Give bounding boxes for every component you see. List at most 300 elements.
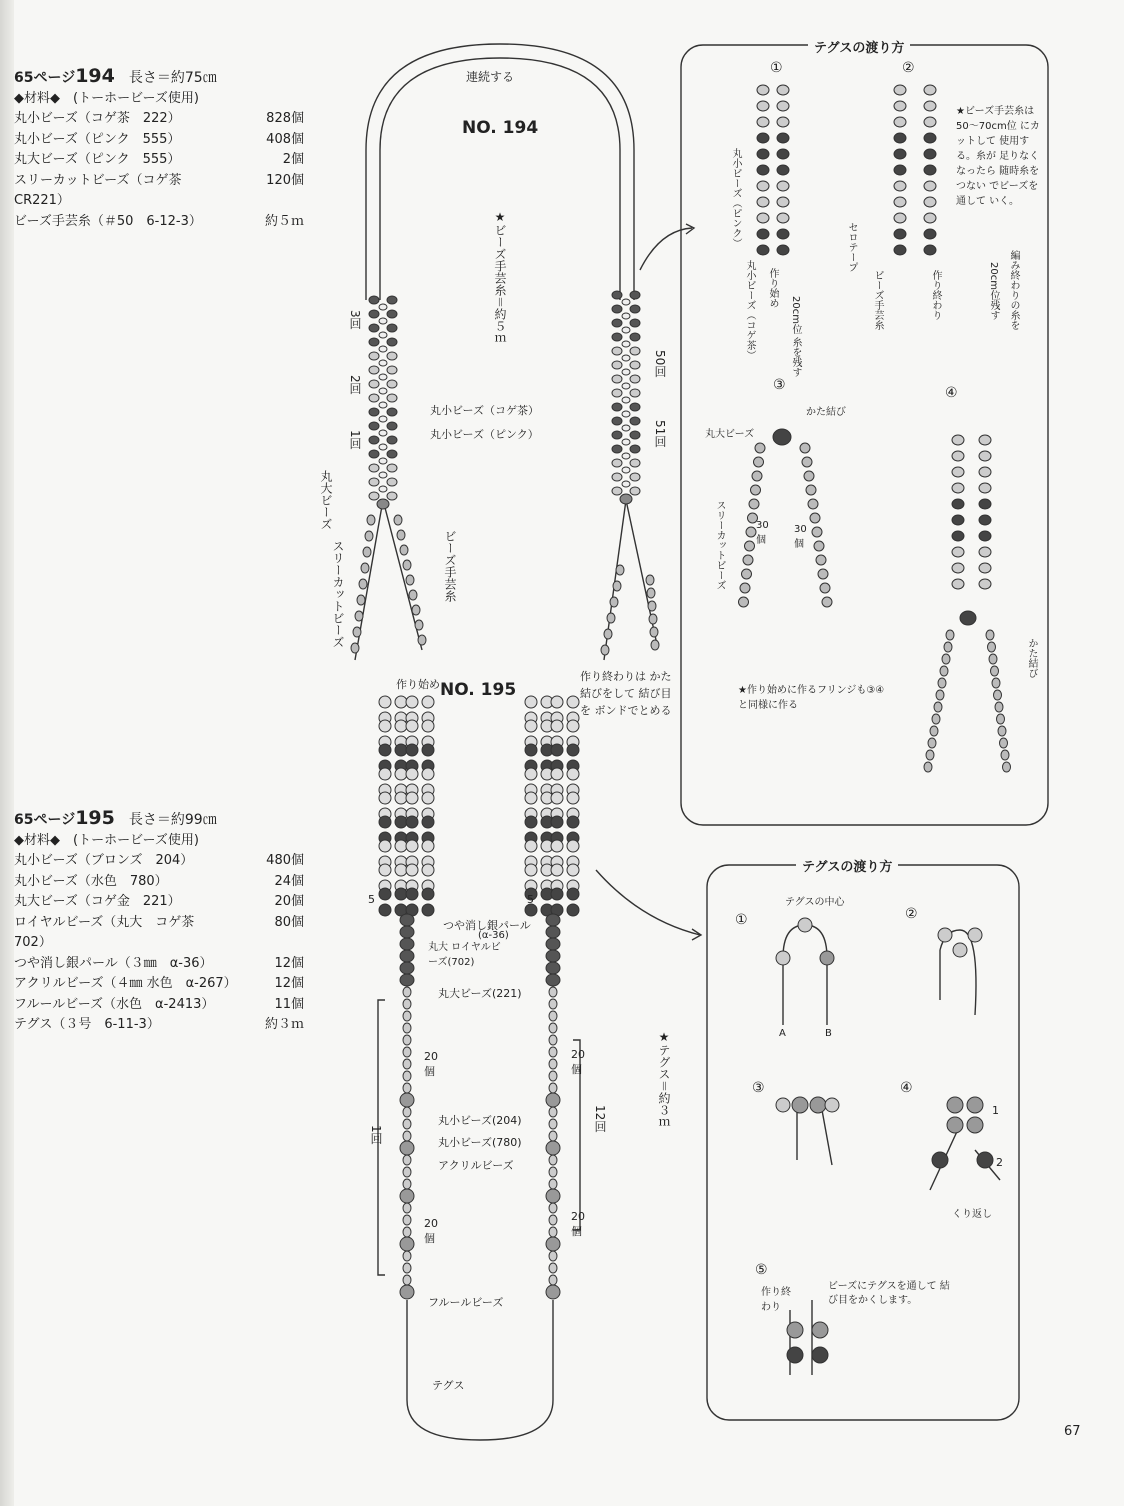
bead (630, 445, 640, 453)
bead (940, 666, 948, 676)
bead (387, 492, 397, 500)
bead (622, 439, 630, 445)
clover-bead (551, 864, 563, 876)
strand-bead (549, 1107, 557, 1117)
bead (894, 117, 906, 127)
large-bead (620, 494, 632, 504)
bead (379, 416, 387, 422)
strand-bead (549, 1131, 557, 1141)
bead (777, 245, 789, 255)
bead (612, 403, 622, 411)
label-204: 丸小ビーズ(204) (438, 1114, 522, 1127)
strand-bead (546, 974, 560, 986)
bead (757, 245, 769, 255)
threecut-bead (751, 485, 761, 495)
clover-bead (525, 864, 537, 876)
clover-bead (379, 888, 391, 900)
threecut-bead (406, 575, 414, 585)
clover-bead (567, 696, 579, 708)
label-pearl: つや消し銀パール (443, 919, 531, 932)
bead (825, 1098, 839, 1112)
bead (612, 473, 622, 481)
strand-bead (403, 1131, 411, 1141)
strand-bead (546, 962, 560, 974)
bead (379, 486, 387, 492)
bead (612, 445, 622, 453)
bead (622, 341, 630, 347)
bead (992, 678, 1000, 688)
strand-bead (403, 1011, 411, 1021)
label-acryl: アクリルビーズ (438, 1159, 514, 1172)
bead (369, 422, 379, 430)
bead (379, 430, 387, 436)
bead (924, 213, 936, 223)
bead (612, 375, 622, 383)
strand-bead (403, 1203, 411, 1213)
bead (979, 563, 991, 573)
threecut-bead (822, 597, 832, 607)
bead (979, 515, 991, 525)
bead (924, 197, 936, 207)
bead (952, 451, 964, 461)
bead (932, 1152, 948, 1168)
bead (932, 714, 940, 724)
clover-bead (551, 720, 563, 732)
bead (630, 361, 640, 369)
bead (934, 702, 942, 712)
threecut-bead (816, 555, 826, 565)
title-no-194: NO. 194 (462, 118, 539, 138)
strand-bead (400, 926, 414, 938)
bead (952, 435, 964, 445)
accent-bead (546, 1237, 560, 1251)
materials-label: ◆材料◆ (トーホービーズ使用) (14, 832, 199, 848)
clover-bead (379, 904, 391, 916)
bead (387, 394, 397, 402)
material-row: 丸大ビーズ（ピンク 555） 2個 (14, 152, 304, 167)
bead (979, 451, 991, 461)
threecut-bead (647, 588, 655, 598)
bead (924, 229, 936, 239)
bead (622, 467, 630, 473)
bead (369, 492, 379, 500)
material-row: ロイヤルビーズ（丸大 コゲ茶 702） 80個 (14, 914, 304, 950)
bead (812, 1322, 828, 1338)
count-20a: 20個 (424, 1050, 438, 1078)
clover-bead (567, 792, 579, 804)
bead (894, 197, 906, 207)
bead (757, 85, 769, 95)
threecut-bead (359, 579, 367, 589)
strand-bead (549, 1227, 557, 1237)
box1-label-end: 作り終わり (930, 270, 941, 320)
bead (369, 464, 379, 472)
box1-step2: ② (902, 60, 915, 76)
bead (894, 101, 906, 111)
strand-bead (403, 1083, 411, 1093)
threecut-bead (394, 515, 402, 525)
strand-bead (549, 999, 557, 1009)
threecut-bead (800, 443, 810, 453)
bead (1003, 762, 1011, 772)
bead (952, 563, 964, 573)
bead (622, 355, 630, 361)
bead (977, 1152, 993, 1168)
bead (630, 459, 640, 467)
bead (612, 431, 622, 439)
bead (369, 478, 379, 486)
bead (994, 690, 1002, 700)
bead (952, 579, 964, 589)
heading-length: 長さ＝約75㎝ (128, 70, 217, 86)
threecut-bead (649, 614, 657, 624)
strand-bead (546, 950, 560, 962)
threecut-bead (746, 527, 756, 537)
bead (630, 431, 640, 439)
box2-frame (707, 865, 1019, 1420)
strand-bead (403, 1155, 411, 1165)
bead (757, 181, 769, 191)
clover-bead (395, 696, 407, 708)
clover-bead (395, 864, 407, 876)
box1-label-knot: かた結び (806, 407, 846, 418)
repeat-50: 50回 (653, 350, 667, 378)
threecut-bead (740, 583, 750, 593)
strand-bead (403, 987, 411, 997)
clover-bead (567, 744, 579, 756)
label-royal: 丸大 ロイヤルビーズ(702) (428, 942, 501, 968)
strand-bead (549, 1251, 557, 1261)
bead (777, 181, 789, 191)
bead (952, 547, 964, 557)
bead (979, 531, 991, 541)
strand-bead (549, 1155, 557, 1165)
clover-bead (406, 792, 418, 804)
threecut-bead (745, 541, 755, 551)
threecut-bead (739, 597, 749, 607)
material-row: テグス（３号 6-11-3） 約３ｍ (14, 1017, 304, 1032)
clover-bead (551, 744, 563, 756)
bead (630, 417, 640, 425)
strand-bead (400, 974, 414, 986)
threecut-bead (353, 627, 361, 637)
bead (777, 197, 789, 207)
material-row: 丸小ビーズ（ブロンズ 204） 480個 (14, 853, 304, 868)
material-row: フルールビーズ（水色 α-2413） 11個 (14, 996, 304, 1012)
threecut-bead (806, 485, 816, 495)
label-large221: 丸大ビーズ(221) (438, 987, 522, 1000)
title-no-195: NO. 195 (440, 680, 517, 700)
strand-bead (549, 1071, 557, 1081)
large-bead (960, 611, 976, 625)
bead (387, 408, 397, 416)
clover-bead (406, 720, 418, 732)
bead (630, 319, 640, 327)
bead (757, 149, 769, 159)
bead (777, 117, 789, 127)
bead (622, 425, 630, 431)
bead (979, 579, 991, 589)
bead (369, 450, 379, 458)
clover-bead (567, 888, 579, 900)
strand-bead (546, 938, 560, 950)
bead (776, 951, 790, 965)
threecut-bead (648, 601, 656, 611)
bead (379, 346, 387, 352)
bead (369, 436, 379, 444)
bead (936, 690, 944, 700)
bead (379, 458, 387, 464)
threecut-bead (418, 635, 426, 645)
bead (630, 347, 640, 355)
threecut-bead (365, 531, 373, 541)
large-bead (377, 499, 389, 509)
bead (387, 422, 397, 430)
bead (622, 411, 630, 417)
bead (612, 459, 622, 467)
note-thread-length: ★ビーズ手芸糸＝約５ｍ (493, 210, 507, 345)
threecut-bead (351, 643, 359, 653)
bead (894, 245, 906, 255)
label-continuous: 連続する (466, 70, 515, 84)
strand-bead (400, 938, 414, 950)
bead (812, 1347, 828, 1363)
bead (387, 450, 397, 458)
large-bead (773, 429, 791, 445)
box1-label-threecut: スリーカットビーズ (714, 500, 725, 590)
bead (612, 361, 622, 369)
strand-bead (549, 1023, 557, 1033)
bead (387, 380, 397, 388)
bead (894, 133, 906, 143)
bead (387, 338, 397, 346)
clover-bead (406, 816, 418, 828)
strand-bead (546, 926, 560, 938)
accent-bead (400, 1285, 414, 1299)
threecut-bead (400, 545, 408, 555)
label-large-bead: 丸大ビーズ (319, 470, 333, 530)
box2-label-1: 1 (992, 1104, 999, 1117)
clover-bead (395, 792, 407, 804)
strand-bead (549, 1203, 557, 1213)
bead (612, 417, 622, 425)
bead (777, 149, 789, 159)
label-threecut: スリーカットビーズ (331, 540, 345, 648)
note-end: 作り終わりは かた結びをして 結び目を ボンドでとめる (580, 670, 672, 717)
bead (924, 245, 936, 255)
heading-number: 195 (75, 807, 115, 829)
clover-bead (551, 768, 563, 780)
clover-bead (422, 904, 434, 916)
note-tegusu-length: ★テグス＝約３ｍ (657, 1030, 671, 1129)
bead (369, 394, 379, 402)
box1-label-large: 丸大ビーズ (705, 429, 755, 440)
clover-bead (395, 840, 407, 852)
bead (622, 453, 630, 459)
strand-bead (549, 1011, 557, 1021)
threecut-bead (752, 471, 762, 481)
box1-label-pink: 丸小ビーズ（ピンク） (730, 148, 741, 248)
clover-bead (395, 768, 407, 780)
bead (952, 515, 964, 525)
bead (953, 943, 967, 957)
threecut-bead (412, 605, 420, 615)
bead (979, 483, 991, 493)
threecut-bead (820, 583, 830, 593)
bead (777, 133, 789, 143)
clover-bead (567, 864, 579, 876)
clover-bead (406, 864, 418, 876)
threecut-bead (613, 581, 621, 591)
strand-bead (403, 1059, 411, 1069)
count-20d: 20個 (571, 1210, 585, 1238)
clover-bead (395, 888, 407, 900)
clover-bead (422, 768, 434, 780)
box1-fringe-note: ★作り始めに作るフリンジも③④と同様に作る (738, 685, 885, 711)
bead (995, 702, 1003, 712)
box1-label-20cm: 20cm位 糸を残す (790, 296, 801, 378)
strand-bead (549, 1167, 557, 1177)
clover-bead (525, 768, 537, 780)
box2-step4: ④ (900, 1080, 913, 1096)
clover-bead (379, 696, 391, 708)
clover-bead (395, 720, 407, 732)
box2-step1: ① (735, 912, 748, 928)
bead (979, 467, 991, 477)
bead (986, 630, 994, 640)
bead (369, 324, 379, 332)
bead (946, 630, 954, 640)
bead (777, 229, 789, 239)
clover-bead (551, 840, 563, 852)
strand-bead (549, 1275, 557, 1285)
box2-step5: ⑤ (755, 1262, 768, 1278)
bead (369, 352, 379, 360)
clover-bead (379, 816, 391, 828)
bead (926, 750, 934, 760)
accent-bead (546, 1141, 560, 1155)
bead (379, 472, 387, 478)
threecut-bead (415, 620, 423, 630)
bead (630, 487, 640, 495)
box2-label-repeat: くり返し (952, 1209, 992, 1220)
repeat-1-195: 1回 (369, 1125, 383, 1145)
bead (787, 1322, 803, 1338)
material-row: 丸小ビーズ（コゲ茶 222） 828個 (14, 111, 304, 126)
bead (777, 85, 789, 95)
strand-bead (549, 1215, 557, 1225)
material-row: ビーズ手芸糸（＃50 6-12-3） 約５ｍ (14, 213, 304, 229)
accent-bead (400, 1237, 414, 1251)
box1-step4: ④ (945, 385, 958, 401)
bead (979, 499, 991, 509)
bead (952, 531, 964, 541)
clover-bead (567, 904, 579, 916)
threecut-bead (367, 515, 375, 525)
strand-bead (403, 999, 411, 1009)
bead (387, 352, 397, 360)
strand-bead (403, 1167, 411, 1177)
bead (989, 654, 997, 664)
bead (622, 369, 630, 375)
strand-bead (400, 914, 414, 926)
bead (630, 473, 640, 481)
bead (968, 928, 982, 942)
strand-bead (403, 1263, 411, 1273)
clover-bead (525, 696, 537, 708)
box2-title: テグスの渡り方 (796, 856, 898, 875)
box1-label-weave-end: 編み終わりの糸を (1008, 250, 1019, 330)
material-row: 丸大ビーズ（コゲ金 221） 20個 (14, 894, 304, 909)
label-pink-bead: 丸小ビーズ（ピンク） (430, 428, 539, 441)
bead (988, 642, 996, 652)
bead (379, 388, 387, 394)
clover-bead (422, 696, 434, 708)
bead (369, 296, 379, 304)
label-780: 丸小ビーズ(780) (438, 1136, 522, 1149)
threecut-bead (403, 560, 411, 570)
material-row: 丸小ビーズ（水色 780） 24個 (14, 873, 304, 889)
bead (612, 333, 622, 341)
count-20b: 20個 (424, 1217, 438, 1245)
clover-bead (551, 696, 563, 708)
clover-bead (567, 816, 579, 828)
bead (894, 181, 906, 191)
bead (777, 213, 789, 223)
box2-label-b: B (825, 1028, 832, 1039)
box1-label-thread: ビーズ手芸糸 (872, 270, 883, 330)
threecut-bead (651, 640, 659, 650)
arrow-to-box2 (596, 870, 700, 935)
clover-bead (567, 768, 579, 780)
clover-bead (525, 744, 537, 756)
materials-label: ◆材料◆ (トーホービーズ使用) (14, 90, 199, 106)
label-brown-bead: 丸小ビーズ（コゲ茶） (430, 404, 540, 417)
strand-bead (403, 1179, 411, 1189)
bead (387, 478, 397, 486)
bead (924, 133, 936, 143)
threecut-bead (355, 611, 363, 621)
bead (630, 389, 640, 397)
strand-bead (403, 1107, 411, 1117)
bead (991, 666, 999, 676)
strand-bead (400, 962, 414, 974)
repeat-1: 1回 (348, 430, 362, 450)
clover-bead (422, 888, 434, 900)
bead (612, 319, 622, 327)
threecut-bead (610, 597, 618, 607)
bead (952, 483, 964, 493)
label-pearl-code: (α-36) (478, 930, 509, 941)
bead (757, 229, 769, 239)
bead (369, 338, 379, 346)
threecut-bead (607, 613, 615, 623)
strand-bead (549, 1119, 557, 1129)
clover-bead (422, 720, 434, 732)
threecut-bead (814, 541, 824, 551)
bead (810, 1097, 826, 1113)
label-fleur: フルールビーズ (428, 1296, 504, 1309)
strand-bead (403, 1275, 411, 1285)
threecut-bead (361, 563, 369, 573)
box1-title: テグスの渡り方 (808, 37, 910, 56)
strand-bead (403, 1227, 411, 1237)
threecut-bead (755, 443, 765, 453)
box1-label-start: 作り始め (767, 268, 778, 308)
bead (894, 229, 906, 239)
arrow-to-box1 (640, 228, 692, 270)
bead (622, 481, 630, 487)
